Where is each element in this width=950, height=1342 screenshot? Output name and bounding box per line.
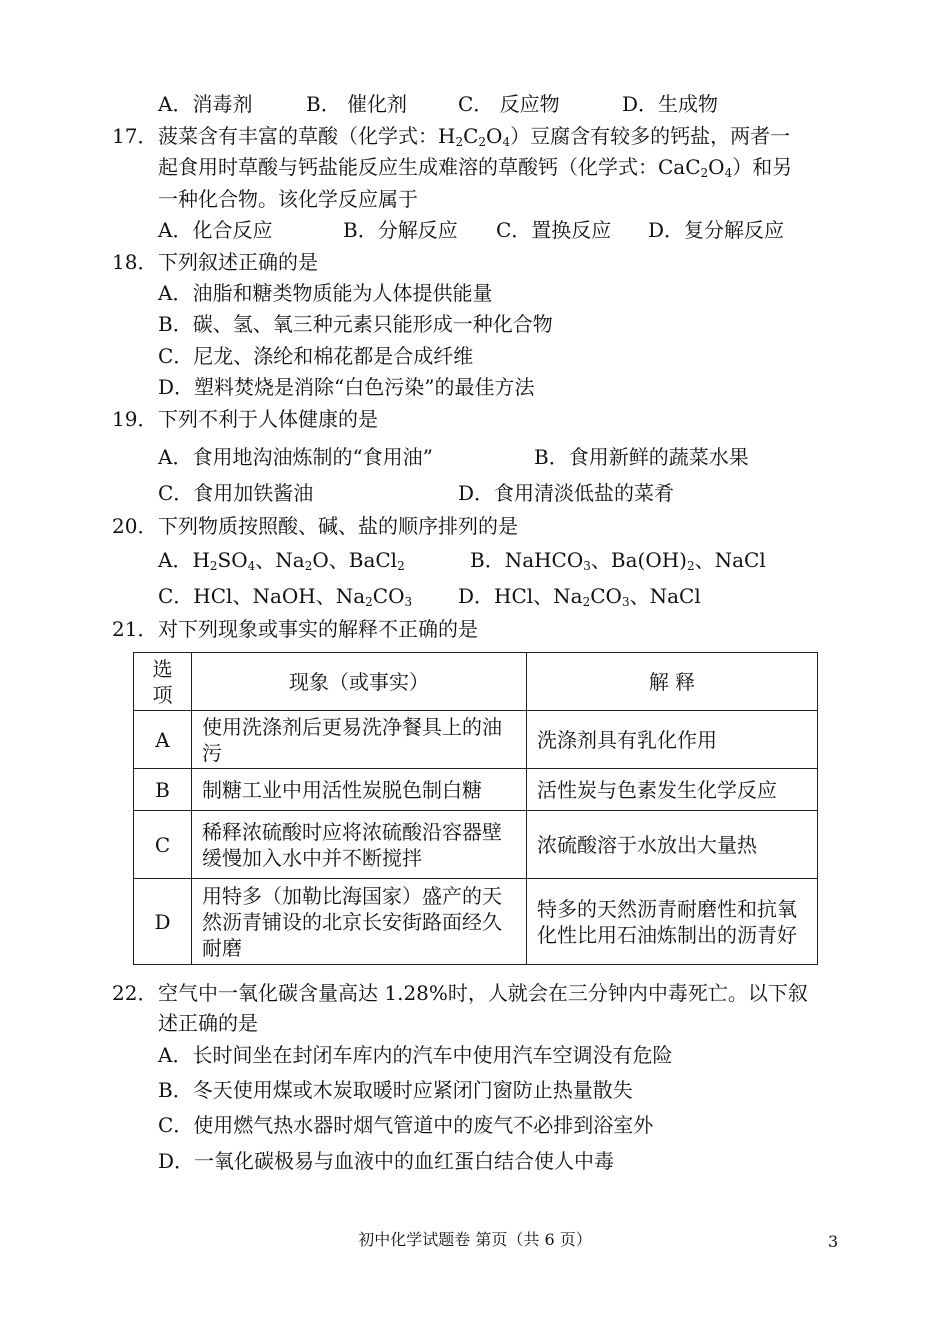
row-explain: 活性炭与色素发生化学反应 [527,769,818,811]
q17-option-b: B．分解反应 [343,218,458,242]
q22-line1: 空气中一氧化碳含量高达 1.28%时，人就会在三分钟内中毒死亡。以下叙 [158,981,808,1005]
row-explain: 浓硫酸溶于水放出大量热 [527,811,818,879]
q18-option-c: C．尼龙、涤纶和棉花都是合成纤维 [158,344,474,368]
q22-option-b: B．冬天使用煤或木炭取暖时应紧闭门窗防止热量散失 [158,1078,633,1102]
q19-stem: 下列不利于人体健康的是 [158,407,378,431]
row-explain: 特多的天然沥青耐磨性和抗氧化性比用石油炼制出的沥青好 [527,879,818,965]
q17-option-d: D．复分解反应 [648,218,785,242]
table-header-row [134,653,818,711]
table-row [134,711,818,769]
header-fact: 现象（或事实） [192,653,527,711]
q18-option-b: B．碳、氢、氧三种元素只能形成一种化合物 [158,312,553,336]
row-option: D [134,879,192,965]
q17-line1: 菠菜含有丰富的草酸（化学式：$H_2C_2O_4$）豆腐含有较多的钙盐，两者一 [158,124,791,149]
q19-option-c: C．食用加铁酱油 [158,481,314,505]
page-footer: 初中化学试题卷 第页（共 6 页） [358,1230,592,1249]
q20-option-b: B．NaHCO$_3$、$Ba(OH)_2$、NaCl [470,548,766,573]
q20-option-c: C．HCl、NaOH、$Na_2CO_3$ [158,584,413,609]
row-explain: 洗涤剂具有乳化作用 [527,711,818,769]
q17-line2: 起食用时草酸与钙盐能反应生成难溶的草酸钙（化学式：$CaC_2O_4$）和另 [158,155,793,180]
row-option: A [134,711,192,769]
q20-number: 20． [112,514,158,538]
q19-option-b: B．食用新鲜的蔬菜水果 [534,445,749,469]
q19-option-d: D．食用清淡低盐的菜肴 [458,481,675,505]
q22-line2: 述正确的是 [158,1011,258,1035]
q19-number: 19． [112,407,158,431]
q16-option-d: D．生成物 [622,92,719,116]
row-option: C [134,811,192,879]
row-fact: 稀释浓硫酸时应将浓硫酸沿容器壁缓慢加入水中并不断搅拌 [192,811,527,879]
q21-stem: 对下列现象或事实的解释不正确的是 [158,617,478,641]
row-fact: 使用洗涤剂后更易洗净餐具上的油污 [192,711,527,769]
row-option: B [134,769,192,811]
row-fact: 用特多（加勒比海国家）盛产的天然沥青铺设的北京长安街路面经久耐磨 [192,879,527,965]
q22-option-a: A．长时间坐在封闭车库内的汽车中使用汽车空调没有危险 [158,1043,673,1067]
q17-option-a: A．化合反应 [158,218,273,242]
q16-option-b: B． 催化剂 [306,92,408,116]
q16-option-a: A．消毒剂 [158,92,253,116]
q18-option-a: A．油脂和糖类物质能为人体提供能量 [158,281,493,305]
header-option: 选 项 [134,653,192,711]
q17-line3: 一种化合物。该化学反应属于 [158,187,418,211]
q18-option-d: D．塑料焚烧是消除“白色污染”的最佳方法 [158,375,535,399]
q17-option-c: C．置换反应 [496,218,612,242]
table-row [134,811,818,879]
q16-option-c: C． 反应物 [458,92,560,116]
q20-option-d: D．HCl、$Na_2CO_3$、NaCl [458,584,701,609]
q18-stem: 下列叙述正确的是 [158,250,318,274]
q18-number: 18． [112,250,158,274]
q22-option-d: D．一氧化碳极易与血液中的血红蛋白结合使人中毒 [158,1149,615,1173]
explanation-table [133,652,818,965]
table-row [134,879,818,965]
q21-number: 21． [112,617,158,641]
q17-number: 17． [112,124,158,148]
row-fact: 制糖工业中用活性炭脱色制白糖 [192,769,527,811]
q22-option-c: C．使用燃气热水器时烟气管道中的废气不必排到浴室外 [158,1113,654,1137]
q22-number: 22． [112,981,158,1005]
q19-option-a: A．食用地沟油炼制的“食用油” [158,445,433,469]
header-explain: 解 释 [527,653,818,711]
page-number: 3 [828,1232,839,1251]
table-row [134,769,818,811]
q20-option-a: A．$H_2SO_4$、$Na_2O$、BaCl$_2$ [158,548,405,573]
q20-stem: 下列物质按照酸、碱、盐的顺序排列的是 [158,514,518,538]
